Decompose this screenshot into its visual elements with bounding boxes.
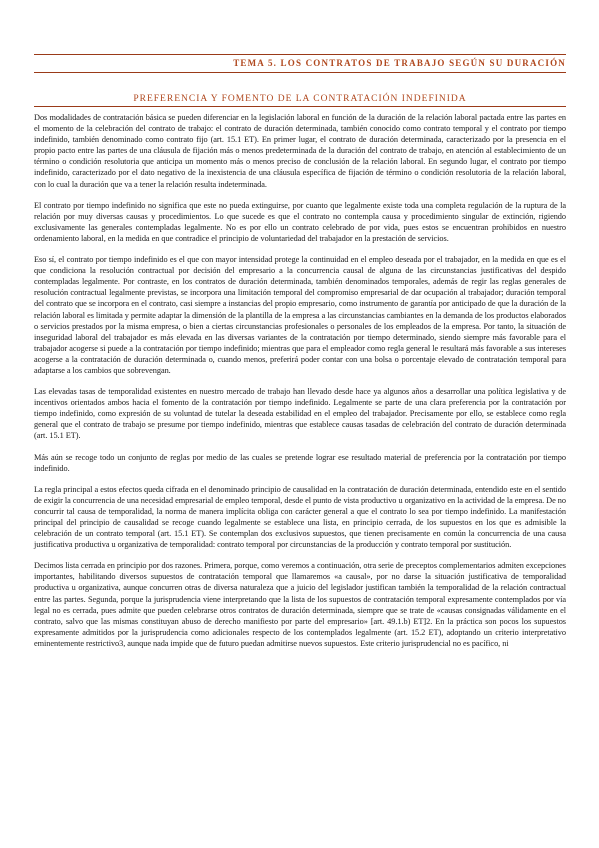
paragraph: El contrato por tiempo indefinido no significa que este no pueda extinguirse, por cuanto que legalmente existe toda una completa regulación de la ruptura de la relación por muy diversas causas y procedimientos. Lo que sucede es que el contrato no contempla causa y procedimiento singular de extinción, rigiendo exclusivamente las generales contempladas legalmente. No es por ello un contrato celebrado de por vida, pues estos se encuentran prohibidos en nuestro ordenamiento laboral, en la medida en que contradice el principio de voluntariedad del trabajador en la prestación de servicios. bbox=[34, 200, 566, 243]
paragraph: Dos modalidades de contratación básica se pueden diferenciar en la legislación laboral en función de la duración de la relación laboral pactada entre las partes en el momento de la celebración del contrato de trabajo: el contrato de duración determinada, también conocido como contrato temporal y el contrato por tiempo indefinido, también denominado como contrato fijo (art. 15.1 ET). En primer lugar, el contrato de duración determinada, caracterizado por la presencia en el propio pacto entre las partes de una cláusula de fijación más o menos predeterminada de la duración del contrato de trabajo, en atención al establecimiento de un término o condición resolutoria que anticipa un momento más o menos preciso de conclusión de la relación laboral. En segundo lugar, el contrato por tiempo indefinido, caracterizado por el dato negativo de la inexistencia de una cláusula específica de fijación de término o condición resolutoria de la relación laboral, con lo cual la duración que va a tener la relación resulta indeterminada. bbox=[34, 113, 566, 189]
section-title: PREFERENCIA Y FOMENTO DE LA CONTRATACIÓN INDEFINIDA bbox=[133, 94, 467, 104]
header-top-rule bbox=[34, 54, 566, 55]
header-bottom-rule bbox=[34, 72, 566, 73]
paragraph: Más aún se recoge todo un conjunto de reglas por medio de las cuales se pretende lograr ese resultado material de preferencia por la contratación por tiempo indefinido. bbox=[34, 452, 566, 473]
paragraph: Las elevadas tasas de temporalidad existentes en nuestro mercado de trabajo han llevado desde hace ya algunos años a desarrollar una política legislativa y de incentivos orientados ambos hacia el fomento de la contratación por tiempo indefinido. Legalmente se parte de una clara preferencia por la contratación por tiempo indefinido, como expresión de su voluntad de tutelar la deseada estabilidad en el empleo del trabajador. Precisamente por ello, se establece como regla general que el contrato de trabajo se presume por tiempo indefinido, mientras que establece causas tasadas de celebración del contrato de duración determinada (art. 15.1 ET). bbox=[34, 387, 566, 441]
section-rule bbox=[34, 106, 566, 107]
body-text bbox=[34, 112, 566, 659]
paragraph: Decimos lista cerrada en principio por dos razones. Primera, porque, como veremos a continuación, otra serie de preceptos complementarios admiten excepciones importantes, habilitando diversos supuestos de contratación temporal que llamaremos «a causal», por no darse la situación justificativa de temporalidad productiva u organizativa, aunque concurren otras de diversa naturaleza que a juicio del legislador justifican también la temporalidad de la relación contractual entre las partes. Segunda, porque la jurisprudencia viene interpretando que la lista de los supuestos de contratación temporal expresamente contemplados por vía legal no es cerrada, pues admite que pueden celebrarse otros contratos de duración determinada, siempre que se trate de «causas consignadas válidamente en el contrato, salvo que las mismas constituyan abuso de derecho manifiesto por parte del empresario» [art. 49.1.b) ET]2. En la práctica son pocos los supuestos expresamente admitidos por la jurisprudencia como adicionales respecto de los contemplados legalmente (art. 15.2 ET), adoptando un criterio interpretativo eminentemente restrictivo3, aunque nada impide que de futuro puedan admitirse nuevos supuestos. Este criterio jurisprudencial no es pacífico, ni bbox=[34, 561, 566, 648]
paragraph: La regla principal a estos efectos queda cifrada en el denominado principio de causalidad en la contratación de duración determinada, entendido este en el sentido de exigir la concurrencia de una necesidad empresarial de empleo temporal, desde el punto de vista productivo u organizativo en la actividad de la empresa. De no concurrir tal causa de temporalidad, la norma de manera implícita obliga con carácter general a que el contrato lo sea por tiempo indefinido. La manifestación principal del principio de causalidad se recoge cuando legalmente se establece una lista, en principio cerrada, de los supuestos en los que es admisible la celebración de un contrato temporal (art. 15.1 ET). Se contemplan dos exclusivos supuestos, que tienen precisamente en común la concurrencia de una causa justificativa productiva u organizativa de temporalidad: contrato temporal por circunstancias de la producción y contrato temporal por sustitución. bbox=[34, 484, 566, 550]
paragraph: Eso sí, el contrato por tiempo indefinido es el que con mayor intensidad protege la continuidad en el empleo deseada por el trabajador, en la medida en que es el que condiciona la resolución contractual por decisión del empresario a la concurrencia causal de alguna de las circunstancias justificativas del despido contempladas legalmente. Por contraste, en los contratos de duración determinada, también denominados temporales, además de regir las reglas generales de resolución contractual legalmente previstas, se incorpora una limitación temporal del compromiso empresarial de dar ocupación al trabajador; duración temporal del contrato que se incorpora en el contrato, casi siempre a instancias del propio empresario, como instrumento de garantía por anticipado de que la duración de la relación laboral es limitada y permite adaptar la dimensión de la plantilla de la empresa a las circunstancias cambiantes en la demanda de los productos elaborados o servicios prestados por la misma empresa, o bien a ciertas circunstancias profesionales o personales de los empleados de la empresa. Por tanto, la situación de inseguridad laboral del trabajador es más elevada en las diversas variantes de la contratación por tiempo determinado, siendo siempre más favorable para el trabajador acogerse si puede a la contratación por tiempo indefinido; mientras que para el empleador como regla general le resultará más favorable a sus intereses acogerse a la contratación de duración determinada o, cuando menos, preferirá poder contar con una bolsa o porcentaje elevado de contratación temporal para adaptarse a los cambios que sobrevengan. bbox=[34, 255, 566, 375]
chapter-title: TEMA 5. LOS CONTRATOS DE TRABAJO SEGÚN SU DURACIÓN bbox=[233, 58, 566, 68]
